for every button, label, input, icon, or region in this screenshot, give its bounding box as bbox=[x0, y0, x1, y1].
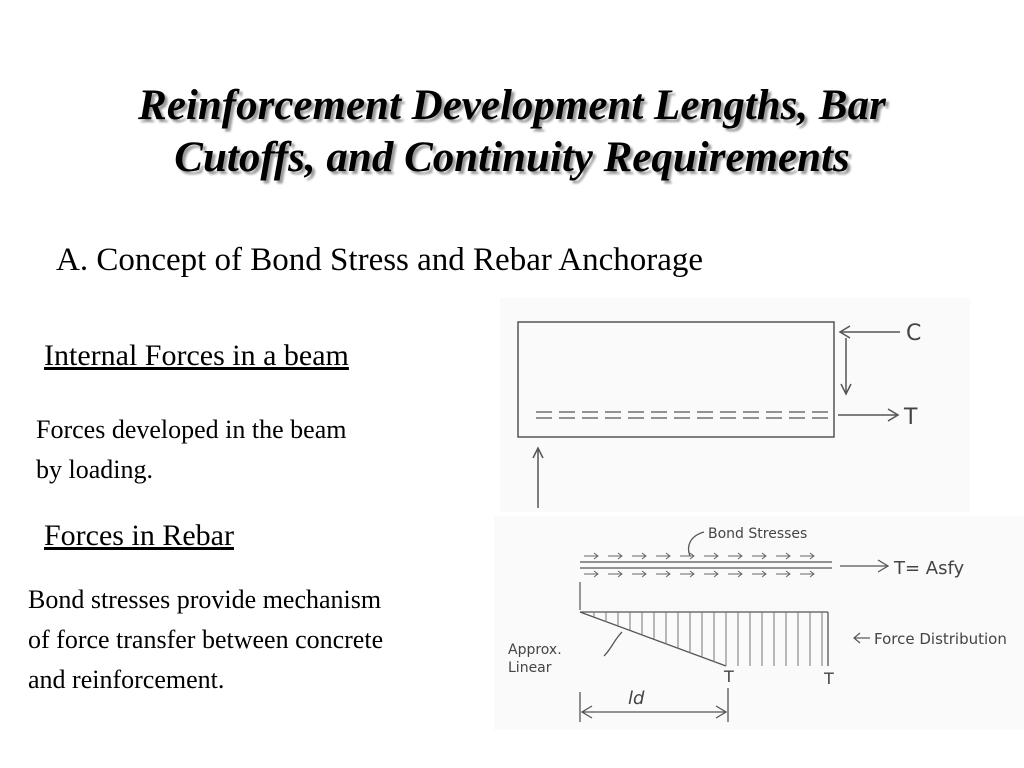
rebar-forces-text-line-2: of force transfer between concrete bbox=[28, 625, 384, 654]
tension-asfy-label: T= Asfy bbox=[894, 558, 965, 579]
rebar-forces-text-line-1: Bond stresses provide mechanism bbox=[28, 585, 382, 614]
internal-forces-text-line-1: Forces developed in the beam bbox=[36, 415, 347, 444]
rebar-forces-sketch bbox=[494, 516, 1024, 730]
section-heading: A. Concept of Bond Stress and Rebar Anchorage bbox=[56, 242, 704, 278]
internal-forces-heading: Internal Forces in a beam bbox=[44, 339, 349, 372]
slide-title bbox=[0, 80, 1024, 184]
beam-label-c: C bbox=[906, 321, 922, 346]
bond-stresses-label: Bond Stresses bbox=[708, 526, 808, 542]
force-distribution-label: Force Distribution bbox=[874, 630, 1007, 648]
ld-label: ld bbox=[628, 688, 645, 709]
beam-label-t: T bbox=[904, 405, 918, 430]
t-mid-label: T bbox=[724, 667, 734, 686]
internal-forces-text-line-2: by loading. bbox=[36, 455, 153, 484]
linear-label: Linear bbox=[508, 660, 552, 676]
t-end-label: T bbox=[824, 669, 834, 688]
beam-internal-forces-sketch bbox=[500, 298, 970, 512]
rebar-forces-text-line-3: and reinforcement. bbox=[28, 665, 225, 694]
title-line-2: Cutoffs, and Continuity Requirements bbox=[174, 134, 850, 181]
approx-label: Approx. bbox=[508, 642, 562, 658]
rebar-forces-text bbox=[28, 580, 383, 700]
title-line-1: Reinforcement Development Lengths, Bar bbox=[138, 82, 886, 129]
internal-forces-text bbox=[36, 410, 346, 490]
rebar-forces-heading: Forces in Rebar bbox=[44, 519, 234, 552]
